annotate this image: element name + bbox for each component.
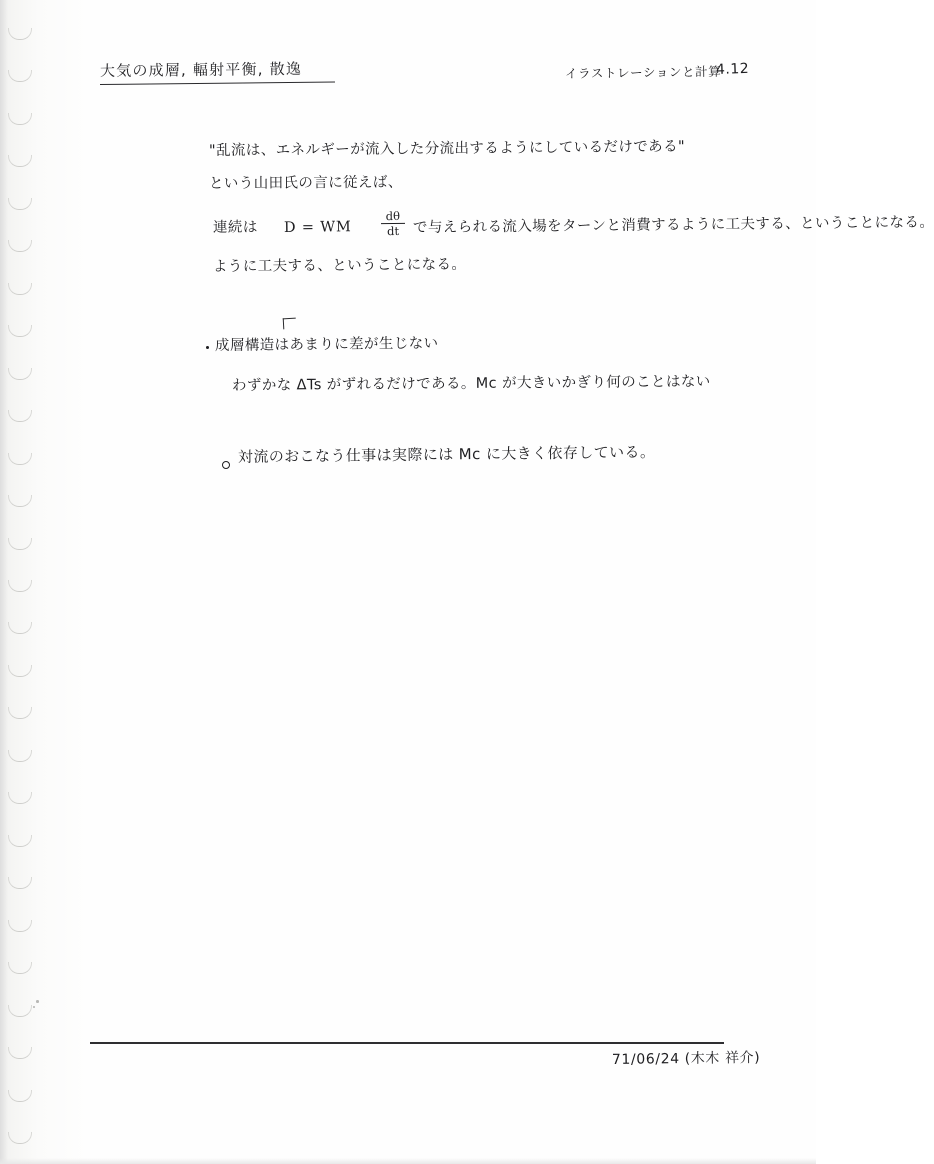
- spiral-hole: [8, 665, 32, 677]
- spiral-hole: [8, 453, 32, 465]
- scan-speck: [36, 1000, 39, 1003]
- spiral-hole: [8, 368, 32, 380]
- scan-speck: [33, 1006, 35, 1008]
- footer-rule: [90, 1042, 724, 1044]
- spiral-hole: [8, 962, 32, 974]
- equation-fraction: [378, 210, 408, 238]
- spiral-hole: [8, 707, 32, 719]
- spiral-hole: [8, 1132, 32, 1144]
- page-header-note: イラストレーションと計算: [564, 63, 722, 81]
- spiral-hole: [8, 538, 32, 550]
- spiral-hole: [8, 70, 32, 82]
- spiral-hole: [8, 283, 32, 295]
- spiral-hole: [8, 410, 32, 422]
- bullet-2-text: 対流のおこなう仕事は実際には Mc に大きく依存している。: [237, 442, 656, 466]
- quote-line-2: という山田氏の言に従えば、: [208, 174, 403, 192]
- correction-caret-mark: [283, 318, 297, 330]
- footer-date-note: 71/06/24 (木木 祥介): [611, 1049, 761, 1068]
- fraction-denominator: dt: [387, 224, 400, 239]
- spiral-binding: [0, 0, 46, 1164]
- spiral-hole: [8, 877, 32, 889]
- spiral-hole: [8, 495, 32, 507]
- spiral-hole: [8, 835, 32, 847]
- spiral-hole: [8, 920, 32, 932]
- page-edge-shadow-bottom: [0, 1158, 816, 1164]
- bullet-marker-circle: [222, 461, 230, 469]
- spiral-hole: [8, 792, 32, 804]
- fraction-numerator: dθ: [385, 208, 401, 224]
- spiral-hole: [8, 28, 32, 40]
- page-number: 4.12: [715, 60, 750, 78]
- spiral-hole: [8, 113, 32, 125]
- quote-line-1: "乱流は、エネルギーが流入した分流出するようにしているだけである": [208, 138, 686, 159]
- bullet-1-text: 成層構造はあまりに差が生じない: [214, 335, 439, 354]
- equation-tail: で与えられる流入場をターンと消費するように工夫する、ということになる。: [412, 214, 934, 236]
- page-header-title: 大気の成層, 輻射平衡, 散逸: [99, 59, 303, 80]
- spiral-hole: [8, 750, 32, 762]
- spiral-hole: [8, 155, 32, 167]
- spiral-hole: [8, 1090, 32, 1102]
- spiral-hole: [8, 1005, 32, 1017]
- bullet-1-subtext: わずかな ΔTs がずれるだけである。Mc が大きいかぎり何のことはない: [231, 373, 711, 394]
- spiral-hole: [8, 580, 32, 592]
- equation-label: 連続は: [212, 219, 258, 236]
- spiral-hole: [8, 325, 32, 337]
- spiral-hole: [8, 240, 32, 252]
- spiral-hole: [8, 1047, 32, 1059]
- spiral-hole: [8, 198, 32, 210]
- equation-following-line: ように工夫する、ということになる。: [212, 256, 467, 275]
- spiral-hole: [8, 622, 32, 634]
- equation-expression: D = WM: [283, 219, 352, 236]
